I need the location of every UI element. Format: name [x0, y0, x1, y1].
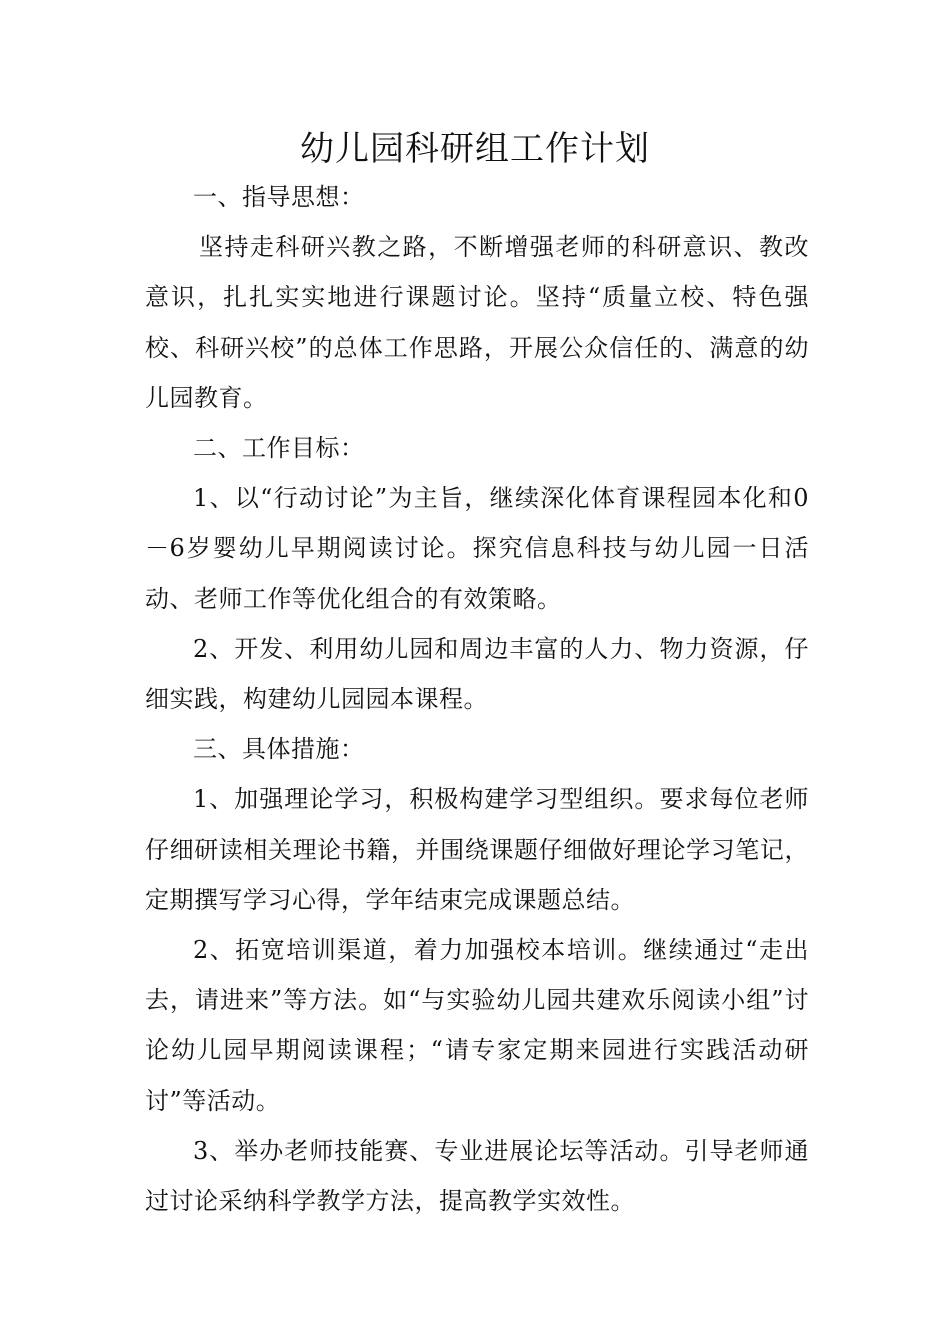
paragraph-measure-2: 2、拓宽培训渠道，着力加强校本培训。继续通过“走出去，请进来”等方法。如“与实验幼儿园共建欢乐阅读小组”讨论幼儿园早期阅读课程；“请专家定期来园进行实践活动研讨”等活动。	[145, 936, 809, 1115]
document-body	[145, 172, 809, 1226]
section-heading-guiding-thought: 一、指导思想：	[193, 183, 365, 211]
paragraph-guiding-thought: 坚持走科研兴教之路，不断增强老师的科研意识、教改意识，扎扎实实地进行课题讨论。坚持“质量立校、特色强校、科研兴校”的总体工作思路，开展公众信任的、满意的幼儿园教育。	[145, 233, 809, 412]
document-title: 幼儿园科研组工作计划	[300, 129, 650, 169]
paragraph-measure-3: 3、举办老师技能赛、专业进展论坛等活动。引导老师通过讨论采纳科学教学方法，提高教学实效性。	[145, 1136, 809, 1216]
paragraph-goal-1: 1、以“行动讨论”为主旨，继续深化体育课程园本化和0－6岁婴幼儿早期阅读讨论。探究信息科技与幼儿园一日活动、老师工作等优化组合的有效策略。	[145, 484, 809, 613]
section-heading-measures: 三、具体措施：	[193, 735, 365, 764]
paragraph-measure-1: 1、加强理论学习，积极构建学习型组织。要求每位老师仔细研读相关理论书籍，并围绕课题仔细做好理论学习笔记，定期撰写学习心得，学年结束完成课题总结。	[145, 785, 809, 914]
paragraph-goal-2: 2、开发、利用幼儿园和周边丰富的人力、物力资源，仔细实践，构建幼儿园园本课程。	[145, 634, 809, 714]
section-heading-work-goals: 二、工作目标：	[193, 434, 365, 463]
